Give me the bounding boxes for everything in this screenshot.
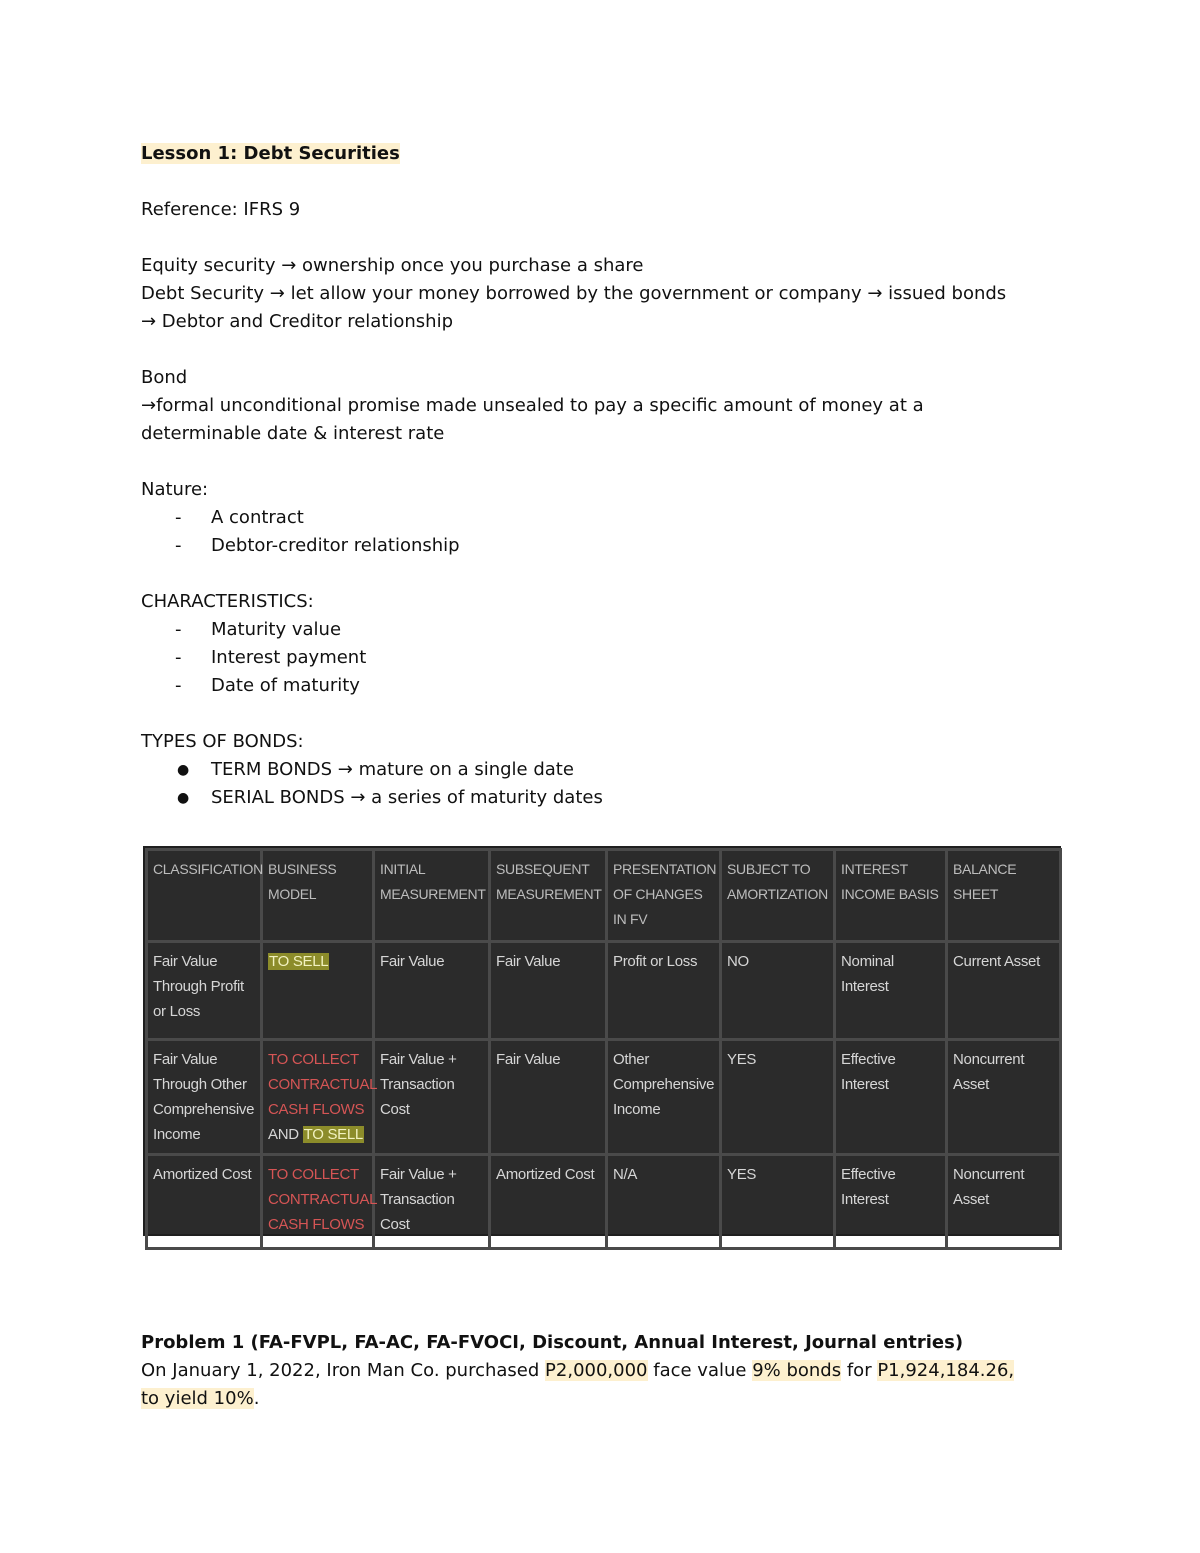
reference-line: Reference: IFRS 9 bbox=[141, 199, 301, 220]
list-item: - Debtor-creditor relationship bbox=[175, 535, 460, 556]
table-cell: TO COLLECT CONTRACTUAL CASH FLOWS AND TO SELL bbox=[262, 1040, 374, 1155]
list-item: ● TERM BONDS → mature on a single date bbox=[177, 759, 574, 780]
list-item: - Interest payment bbox=[175, 647, 367, 668]
list-item: - A contract bbox=[175, 507, 304, 528]
table-header-cell: INITIAL MEASUREMENT bbox=[374, 850, 490, 942]
list-item: - Maturity value bbox=[175, 619, 342, 640]
table-cell: Fair Value Through Other Comprehensive Income bbox=[147, 1040, 262, 1155]
table-cell: Noncurrent Asset bbox=[947, 1040, 1061, 1155]
table-cell: Amortized Cost bbox=[147, 1155, 262, 1249]
table-cell: TO COLLECT CONTRACTUAL CASH FLOWS bbox=[262, 1155, 374, 1249]
table-cell: Fair Value Through Profit or Loss bbox=[147, 942, 262, 1040]
characteristics-list bbox=[141, 616, 1081, 700]
face-value: P2,000,000 bbox=[545, 1360, 648, 1381]
bond-definition: →formal unconditional promise made unsealed to pay a specific amount of money at a bbox=[141, 395, 924, 416]
bond-definition-cont: determinable date & interest rate bbox=[141, 423, 445, 444]
types-heading: TYPES OF BONDS: bbox=[141, 731, 304, 752]
table-cell: Other Comprehensive Income bbox=[607, 1040, 721, 1155]
classification-table-image bbox=[143, 846, 1061, 1236]
table-cell: Fair Value + Transaction Cost bbox=[374, 1155, 490, 1249]
table-cell bbox=[262, 942, 374, 1040]
table-header-cell: BALANCE SHEET bbox=[947, 850, 1061, 942]
table-cell: Fair Value + Transaction Cost bbox=[374, 1040, 490, 1155]
table-cell: Amortized Cost bbox=[490, 1155, 607, 1249]
problem-text-cont: to yield 10%. bbox=[141, 1388, 260, 1409]
table-cell: Effective Interest bbox=[835, 1040, 947, 1155]
highlighted-text: TO SELL bbox=[269, 953, 329, 970]
characteristics-heading: CHARACTERISTICS: bbox=[141, 591, 314, 612]
table-cell: Fair Value bbox=[374, 942, 490, 1040]
table-cell: Effective Interest bbox=[835, 1155, 947, 1249]
table-header-cell: BUSINESS MODEL bbox=[262, 850, 374, 942]
table-header-cell: INTEREST INCOME BASIS bbox=[835, 850, 947, 942]
problem-title: Problem 1 (FA-FVPL, FA-AC, FA-FVOCI, Discount, Annual Interest, Journal entries) bbox=[141, 1332, 964, 1353]
list-item: - Date of maturity bbox=[175, 675, 360, 696]
table-header-cell: PRESENTATION OF CHANGES IN FV bbox=[607, 850, 721, 942]
table-header-cell: CLASSIFICATION bbox=[147, 850, 262, 942]
nature-list bbox=[141, 504, 1081, 560]
table-cell: N/A bbox=[607, 1155, 721, 1249]
nature-heading: Nature: bbox=[141, 479, 209, 500]
table-header-cell: SUBJECT TO AMORTIZATION bbox=[721, 850, 835, 942]
document-body bbox=[141, 140, 1081, 812]
debt-security-line-cont: → Debtor and Creditor relationship bbox=[141, 311, 454, 332]
table-cell: Nominal Interest bbox=[835, 942, 947, 1040]
classification-table bbox=[145, 848, 1062, 1250]
table-row bbox=[147, 1155, 1061, 1249]
bond-heading: Bond bbox=[141, 367, 188, 388]
yield-rate: to yield 10% bbox=[141, 1388, 254, 1409]
table-header-row bbox=[147, 850, 1061, 942]
table-row bbox=[147, 942, 1061, 1040]
table-cell: YES bbox=[721, 1040, 835, 1155]
types-list bbox=[141, 756, 1081, 812]
bond-rate: 9% bonds bbox=[752, 1360, 842, 1381]
table-cell: NO bbox=[721, 942, 835, 1040]
problem-section bbox=[141, 1329, 1101, 1413]
problem-text: On January 1, 2022, Iron Man Co. purchased P2,000,000 face value 9% bonds for P1,924,184.26, bbox=[141, 1360, 1015, 1381]
table-cell: Fair Value bbox=[490, 942, 607, 1040]
table-cell: Current Asset bbox=[947, 942, 1061, 1040]
table-header-cell: SUBSEQUENT MEASUREMENT bbox=[490, 850, 607, 942]
lesson-title: Lesson 1: Debt Securities bbox=[141, 143, 400, 164]
table-cell: Fair Value bbox=[490, 1040, 607, 1155]
debt-security-line: Debt Security → let allow your money borrowed by the government or company → issued bonds bbox=[141, 283, 1007, 304]
highlighted-text: TO SELL bbox=[303, 1126, 363, 1143]
table-row bbox=[147, 1040, 1061, 1155]
table-cell: Profit or Loss bbox=[607, 942, 721, 1040]
table-cell: Noncurrent Asset bbox=[947, 1155, 1061, 1249]
purchase-price: P1,924,184.26, bbox=[877, 1360, 1015, 1381]
list-item: ● SERIAL BONDS → a series of maturity dates bbox=[177, 787, 603, 808]
table-cell: YES bbox=[721, 1155, 835, 1249]
equity-security-line: Equity security → ownership once you purchase a share bbox=[141, 255, 644, 276]
